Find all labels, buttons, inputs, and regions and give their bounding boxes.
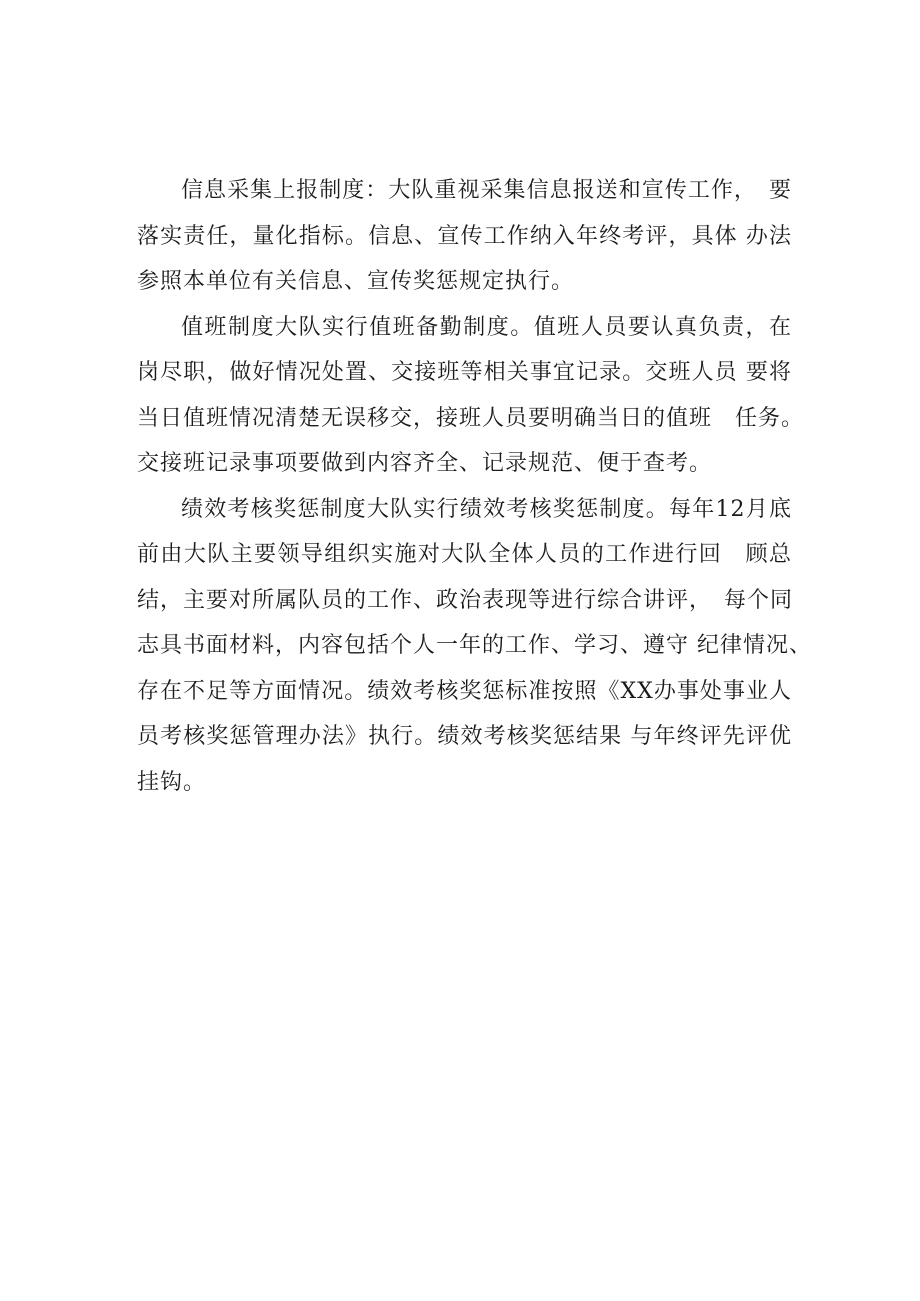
- text-line: 当日值班情况清楚无误移交，接班人员要明确当日的值班 任务。: [137, 405, 805, 431]
- text-line: 岗尽职，做好情况处置、交接班等相关事宜记录。交班人员 要将: [137, 360, 792, 385]
- text-line: 参照本单位有关信息、宣传奖惩规定执行。: [137, 269, 575, 294]
- text-line: 交接班记录事项要做到内容齐全、记录规范、便于查考。: [137, 451, 713, 476]
- text-line: 值班制度大队实行值班备勤制度。值班人员要认真负责，在: [181, 314, 792, 340]
- document-body: [137, 168, 812, 805]
- text-line: 前由大队主要领导组织实施对大队全体人员的工作进行回 顾总: [137, 542, 792, 567]
- text-line: 挂钩。: [137, 769, 207, 795]
- text-line: 志具书面材料，内容包括个人一年的工作、学习、遵守 纪律情况、: [137, 633, 812, 658]
- paragraph-duty-system: [137, 305, 805, 487]
- paragraph-information-reporting: [137, 168, 792, 305]
- text-line: 信息采集上报制度：大队重视采集信息报送和宣传工作， 要: [181, 178, 792, 203]
- text-line: 员考核奖惩管理办法》执行。绩效考核奖惩结果 与年终评先评优: [137, 724, 792, 749]
- text-line: 存在不足等方面情况。绩效考核奖惩标准按照《XX办事处事业人: [137, 678, 792, 704]
- paragraph-performance-assessment: [137, 487, 812, 806]
- text-line: 落实责任，量化指标。信息、宣传工作纳入年终考评，具体 办法: [137, 223, 792, 249]
- text-line: 结，主要对所属队员的工作、政治表现等进行综合讲评， 每个同: [137, 587, 794, 613]
- text-line: 绩效考核奖惩制度大队实行绩效考核奖惩制度。每年12月底: [181, 496, 792, 522]
